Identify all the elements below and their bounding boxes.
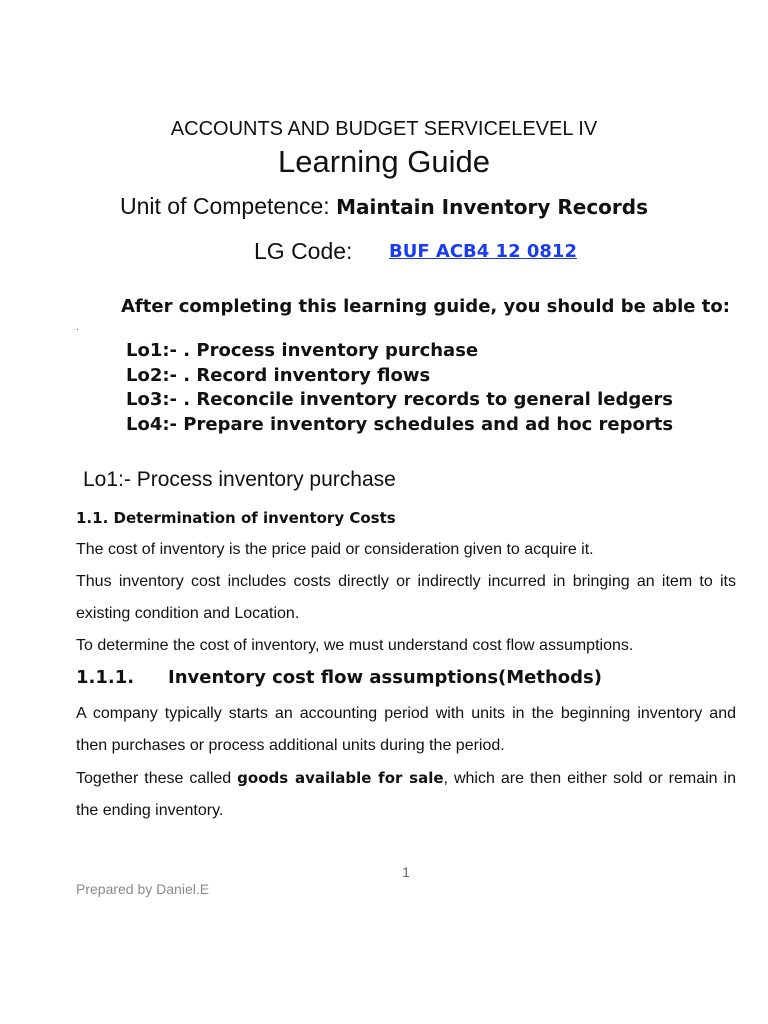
emphasis-term: goods available for sale: [237, 769, 444, 787]
objectives-intro: After completing this learning guide, you should be able to:: [121, 296, 730, 317]
unit-of-competence: [0, 193, 768, 220]
unit-label: Unit of Competence:: [120, 193, 337, 219]
paragraph-block: [76, 534, 736, 662]
lg-code-label: LG Code:: [254, 238, 353, 264]
section-heading: Lo1:- Process inventory purchase: [83, 468, 396, 491]
sub-heading: 1.1. Determination of inventory Costs: [76, 509, 396, 527]
stray-mark: .: [76, 322, 79, 333]
paragraph: The cost of inventory is the price paid or consideration given to acquire it.: [76, 541, 594, 558]
paragraph-text: , which are then either sold or remain in the ending inventory.: [76, 770, 736, 819]
objective-item: Lo4:- Prepare inventory schedules and ad hoc reports: [126, 413, 674, 435]
objective-item: Lo1:- . Process inventory purchase: [126, 340, 479, 361]
objectives-list: [126, 339, 673, 437]
heading-text: Inventory cost flow assumptions(Methods): [168, 667, 602, 688]
paragraph-block: [76, 698, 736, 827]
lg-code-link[interactable]: BUF ACB4 12 0812: [389, 241, 577, 262]
objective-item: Lo3:- . Reconcile inventory records to general ledgers: [126, 389, 674, 410]
page-number: 1: [402, 864, 410, 880]
sub-sub-heading: [76, 667, 602, 688]
paragraph-text: Together these called: [76, 770, 238, 787]
paragraph: [76, 762, 736, 827]
paragraph: To determine the cost of inventory, we must understand cost flow assumptions.: [76, 637, 634, 654]
unit-value: Maintain Inventory Records: [336, 195, 648, 219]
paragraph: Thus inventory cost includes costs directly or indirectly incurred in bringing an item to its existing condition and Location.: [76, 573, 736, 622]
document-title: Learning Guide: [278, 144, 490, 179]
footer-prepared-by: Prepared by Daniel.E: [76, 881, 210, 897]
heading-number: 1.1.1.: [76, 667, 135, 688]
objective-item: Lo2:- . Record inventory flows: [126, 364, 431, 386]
paragraph: A company typically starts an accounting period with units in the beginning inventory and then purchases or process additional units during the period.: [76, 705, 736, 754]
program-title: ACCOUNTS AND BUDGET SERVICELEVEL IV: [170, 118, 598, 140]
